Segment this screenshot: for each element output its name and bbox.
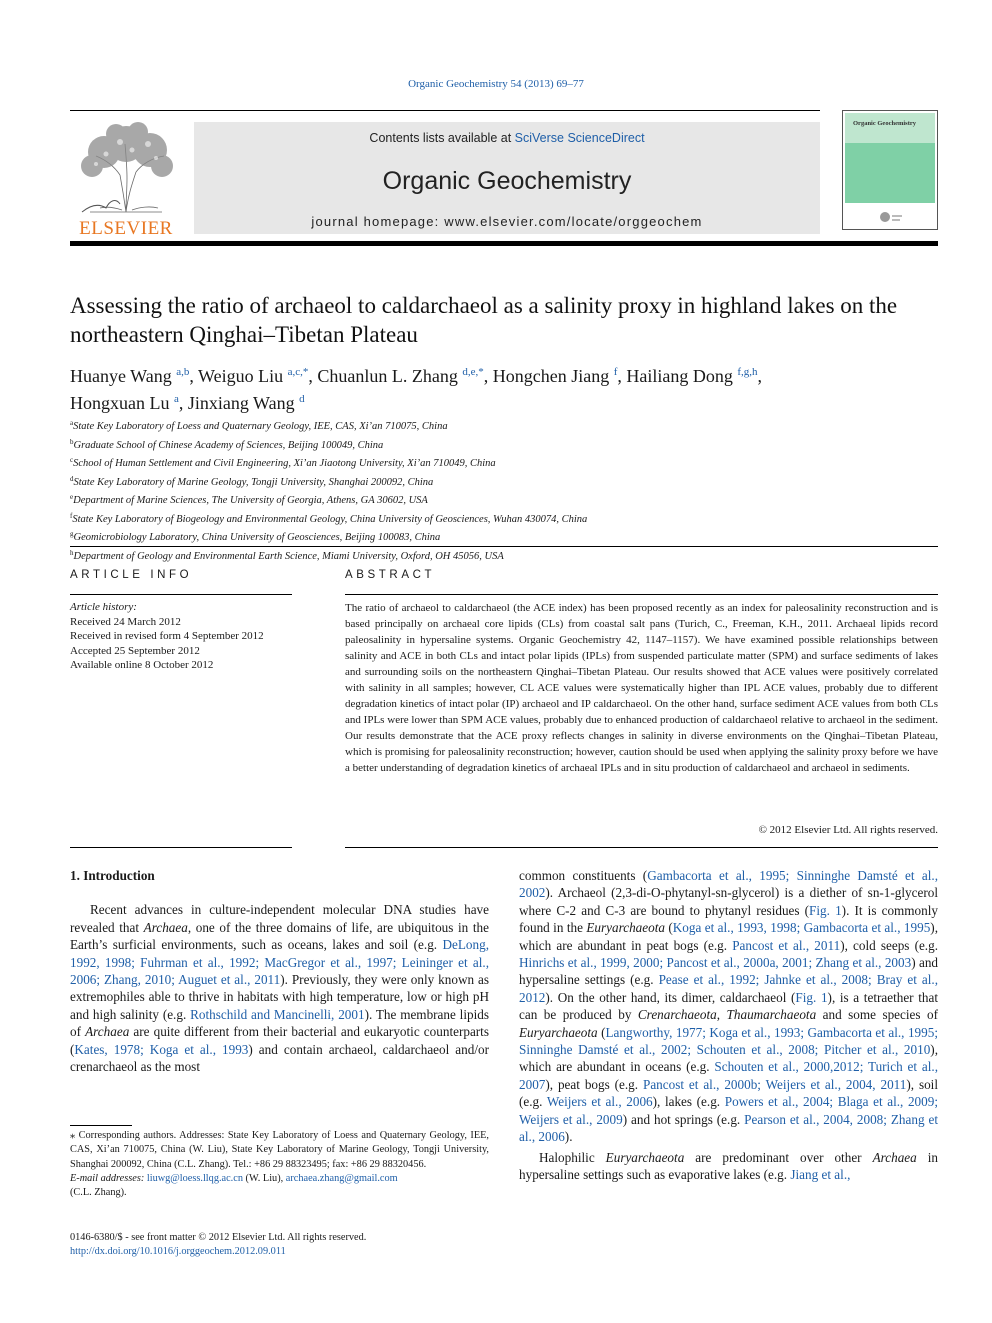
text-run: ) and hot springs (e.g. — [622, 1111, 745, 1127]
corresponding-author-footnote — [70, 1129, 489, 1200]
text-run: ), peat bogs (e.g. — [545, 1076, 643, 1092]
citation-link[interactable]: DeLong, 1992, 1998; Fuhrman et al., 1992; MacGregor et al., 1997; Leininger et al., 2006; Zhang, 2010; Auguet et al., 2011 — [70, 937, 489, 988]
text-run: ) and contain archaeol, caldarchaeol and/or crenarchaeol as the most — [70, 1041, 489, 1075]
citation-link[interactable]: Langworthy, 1977; Koga et al., 1993; Gambacorta et al., 1995; Sinninghe Damsté et al., 2002; Schouten et al., 2008; Pitcher et al., 2010 — [519, 1024, 938, 1058]
intro-paragraph-2 — [519, 1149, 938, 1184]
citation-link[interactable]: Schouten et al., 2000,2012; Turich et al., 2007 — [519, 1059, 938, 1092]
text-run: Halophilic — [539, 1149, 606, 1165]
text-run: ), which are abundant in peat bogs (e.g. — [519, 920, 938, 953]
italic-term: Euryarchaeota — [605, 1149, 685, 1165]
text-run: ). Archaeol (2,3-di-O-phytanyl-sn-glycerol) is a diether of sn-1-glycerol where C-2 and C-3 are bound to phytanyl residues ( — [519, 885, 938, 918]
italic-term: Archaea — [85, 1024, 130, 1040]
footnote-rule — [70, 1125, 132, 1126]
italic-term: Crenarchaeota — [637, 1007, 717, 1023]
article-title: Assessing the ratio of archaeol to caldarchaeol as a salinity proxy in highland lakes on the northeastern Qinghai–Tibetan Plateau — [70, 293, 898, 347]
author-name: Huanye Wang — [70, 366, 172, 386]
email-owner-liu: (W. Liu), — [242, 1172, 286, 1184]
affiliation-item — [70, 453, 938, 472]
intro-paragraph-1-continued — [519, 867, 938, 1146]
affiliation-key: g — [70, 530, 74, 538]
affiliation-text: Department of Marine Sciences, The University of Georgia, Athens, GA 30602, USA — [73, 495, 428, 506]
citation-link[interactable]: Pearson et al., 2004, 2008; Zhang et al., 2006 — [519, 1111, 938, 1145]
issn-line: 0146-6380/$ - see front matter © 2012 Elsevier Ltd. All rights reserved. — [70, 1232, 367, 1243]
intro-paragraph-1 — [70, 901, 489, 1075]
affiliation-text: State Key Laboratory of Loess and Quaternary Geology, IEE, CAS, Xi’an 710075, China — [73, 421, 448, 432]
doi-link[interactable]: http://dx.doi.org/10.1016/j.orggeochem.2012.09.011 — [70, 1246, 286, 1258]
author-separator: , — [757, 366, 763, 386]
citation-link[interactable]: Fig. 1 — [795, 989, 828, 1005]
affiliation-item — [70, 472, 938, 491]
citation-link[interactable]: Pease et al., 1992; Jahnke et al., 2008; Bray et al., 2012 — [519, 972, 939, 1005]
introduction-heading: 1. Introduction — [70, 868, 155, 883]
author-affiliation-marker[interactable]: f — [613, 366, 618, 378]
affiliation-item — [70, 546, 938, 565]
author-separator: , — [483, 366, 493, 386]
history-received: Received 24 March 2012 — [70, 615, 181, 628]
affiliation-item — [70, 527, 938, 546]
italic-term: Thaumarchaeota — [726, 1007, 817, 1023]
article-info-bottom-rule — [70, 847, 292, 848]
author-name: Chuanlun L. Zhang — [317, 366, 458, 386]
header-divider — [70, 546, 938, 547]
author-affiliation-marker[interactable]: d — [299, 393, 305, 405]
italic-term: Euryarchaeota — [519, 1024, 598, 1040]
author-affiliation-marker[interactable]: a — [173, 393, 179, 405]
author-name: Weiguo Liu — [198, 366, 284, 386]
author-name: Hailiang Dong — [626, 366, 733, 386]
email-link-liu[interactable]: liuwg@loess.llqg.ac.cn — [146, 1172, 243, 1184]
text-run: Recent advances in culture-independent molecular DNA studies have revealed that — [70, 902, 489, 935]
author-affiliation-marker[interactable]: a,c,* — [287, 366, 309, 378]
author-separator: , — [178, 393, 188, 413]
author-separator: , — [617, 366, 627, 386]
text-run: ). It is commonly found in the — [519, 902, 939, 936]
journal-citation[interactable]: Organic Geochemistry 54 (2013) 69–77 — [408, 78, 584, 90]
masthead-bottom-rule — [70, 241, 938, 246]
text-run: in hypersaline settings such as evaporative lakes (e.g. — [519, 1149, 939, 1182]
body-column-right — [519, 867, 938, 1183]
citation-link[interactable]: Pancost et al., 2011 — [732, 937, 841, 953]
affiliation-key: c — [70, 456, 74, 464]
elsevier-logo — [70, 120, 182, 240]
contents-prefix: Contents lists available at — [369, 131, 515, 145]
author-separator: , — [308, 366, 318, 386]
page-footer — [70, 1231, 570, 1260]
text-run: ( — [597, 1024, 606, 1040]
affiliation-item — [70, 416, 938, 435]
cover-title: Organic Geochemistry — [853, 120, 916, 127]
affiliation-key: e — [70, 493, 74, 501]
email-label: E-mail addresses: — [70, 1172, 145, 1184]
history-accepted: Accepted 25 September 2012 — [70, 644, 200, 657]
citation-link[interactable]: Powers et al., 2004; Blaga et al., 2009; Weijers et al., 2009 — [519, 1094, 939, 1127]
citation-link[interactable]: Weijers et al., 2006 — [546, 1094, 653, 1110]
text-run: ). Previously, they were only known as extremophiles able to thrive in habitats with high temperature, low or high pH and high salinity (e.g. — [70, 972, 489, 1022]
affiliation-item — [70, 435, 938, 454]
affiliation-text: State Key Laboratory of Marine Geology, Tongji University, Shanghai 200092, China — [73, 476, 434, 488]
journal-name: Organic Geochemistry — [382, 167, 632, 195]
affiliation-list — [70, 416, 938, 564]
email-line — [70, 1172, 489, 1201]
citation-link[interactable]: Pancost et al., 2000b; Weijers et al., 2004, 2011 — [642, 1076, 907, 1092]
affiliation-text: Graduate School of Chinese Academy of Sciences, Beijing 100049, China — [73, 439, 384, 451]
citation-link[interactable]: Jiang et al., — [790, 1166, 851, 1182]
affiliation-key: a — [70, 419, 74, 427]
article-info-rule — [70, 594, 292, 595]
affiliation-text: Geomicrobiology Laboratory, China University of Geosciences, Beijing 100083, China — [73, 532, 441, 543]
citation-link[interactable]: Gambacorta et al., 1995; Sinninghe Damsté et al., 2002 — [519, 868, 938, 901]
body-column-left — [70, 867, 489, 1075]
author-affiliation-marker[interactable]: f,g,h — [737, 366, 758, 378]
italic-term: Euryarchaeota — [586, 920, 665, 936]
italic-term: Archaea — [872, 1149, 917, 1165]
abstract-rule — [345, 594, 938, 595]
author-name: Jinxiang Wang — [187, 393, 295, 413]
abstract-heading: ABSTRACT — [345, 569, 436, 581]
copyright-notice: © 2012 Elsevier Ltd. All rights reserved. — [758, 824, 938, 836]
masthead-panel — [194, 122, 820, 234]
sciencedirect-link[interactable]: SciVerse ScienceDirect — [514, 131, 645, 145]
author-affiliation-marker[interactable]: a,b — [176, 366, 190, 378]
masthead-top-rule — [70, 110, 820, 111]
author-name: Hongchen Jiang — [492, 366, 610, 386]
contents-line — [194, 131, 820, 145]
email-link-zhang[interactable]: archaea.zhang@gmail.com — [285, 1172, 398, 1184]
text-run: ), lakes (e.g. — [652, 1094, 725, 1110]
history-online: Available online 8 October 2012 — [70, 659, 214, 671]
author-affiliation-marker[interactable]: d,e,* — [462, 366, 484, 378]
elsevier-wordmark: ELSEVIER — [79, 218, 173, 239]
affiliation-key: f — [70, 511, 73, 520]
author-separator: , — [189, 366, 199, 386]
text-run: ). — [564, 1129, 573, 1145]
abstract-text: The ratio of archaeol to caldarchaeol (the ACE index) has been proposed recently as an index for paleosalinity reconstruction and is based principally on archaeal core lipids (CLs) from coastal salt pans (Turich, C., Freeman, K.H., 2011. Archaeal lipids record paleosalinity in hypersaline systems. Organic Geochemistry 42, 1147–1157). We have examined possible relationships between salinity and ACE in both CLs and intact polar lipids (IPLs) from suspended particulate matter (SPM) and surface sediments of lakes and surrounding soils on the northeastern Qinghai–Tibetan Plateau. Our results showed that ACE values were positively correlated with salinity in all samples; however, CL ACE values were systematically higher than IPL ACE values, probably due to different degradation kinetics of intact polar (IP) archaeol and IP caldarchaeol. On the other hand, surface sediment ACE values from both CLs and IPLs were lower than SPM ACE values, probably due to enhanced production of caldarchaeol relative to archaeol in the sediment. Our results demonstrate that the ACE proxy reflects changes in salinity in diverse environments on the Qinghai–Tibetan Plateau, which is promising for paleosalinity reconstruction; however, caution should be used when applying the salinity proxy before we have a better understanding of degradation kinetics of archaeal IPLs and in situ production of caldarchaeol and archaeol in sediments. — [345, 602, 938, 774]
text-run: ). The membrane lipids of — [70, 1006, 489, 1040]
citation-link[interactable]: Hinrichs et al., 1999, 2000; Pancost et al., 2000a, 2001; Zhang et al., 2003 — [519, 955, 912, 971]
cover-image — [845, 143, 935, 203]
cover-publisher-icon — [877, 211, 903, 225]
text-run: are predominant over other — [684, 1149, 873, 1165]
text-run: and some species of — [816, 1007, 938, 1023]
history-label: Article history: — [70, 601, 137, 613]
text-run: common constituents ( — [519, 868, 648, 883]
affiliation-key: b — [70, 437, 74, 446]
text-run: ). On the other hand, its dimer, caldarchaeol ( — [545, 989, 796, 1005]
cover-header — [845, 113, 935, 143]
author-list — [70, 361, 938, 415]
italic-term: Archaea — [143, 919, 188, 935]
affiliation-key: d — [70, 474, 74, 483]
text-run: are quite different from their bacterial and eukaryotic counterparts ( — [70, 1024, 489, 1057]
text-run: ) and hypersaline settings (e.g. — [519, 955, 939, 988]
text-run: ), is a tetraether that can be produced by — [519, 989, 938, 1023]
text-run: , — [716, 1007, 727, 1023]
citation-link[interactable]: Kates, 1978; Koga et al., 1993 — [74, 1041, 249, 1057]
article-info-heading: ARTICLE INFO — [70, 569, 193, 581]
affiliation-key: h — [70, 548, 74, 557]
text-run: ( — [664, 920, 673, 936]
affiliation-text: State Key Laboratory of Biogeology and Environmental Geology, China University of Geosciences, Wuhan 430074, China — [72, 513, 588, 525]
affiliation-item — [70, 509, 938, 528]
citation-link[interactable]: Rothschild and Mancinelli, 2001 — [190, 1006, 365, 1022]
article-history — [70, 600, 292, 673]
text-run: ), cold seeps (e.g. — [840, 937, 938, 953]
affiliation-text: School of Human Settlement and Civil Engineering, Xi’an Jiaotong University, Xi’an 710049, China — [73, 458, 496, 469]
text-run: , one of the three domains of life, are ubiquitous in the Earth’s surficial environments, such as oceans, lakes and soil (e.g. — [70, 919, 489, 953]
journal-cover-thumbnail[interactable] — [842, 110, 938, 230]
text-run: ), which are abundant in oceans (e.g. — [519, 1042, 938, 1075]
citation-link[interactable]: Fig. 1 — [809, 902, 842, 918]
abstract-bottom-rule — [345, 847, 938, 848]
elsevier-tree-icon — [70, 120, 182, 218]
affiliation-item — [70, 490, 938, 509]
journal-homepage[interactable]: journal homepage: www.elsevier.com/locate/orggeochem — [311, 214, 703, 229]
author-name: Hongxuan Lu — [70, 393, 170, 413]
affiliation-text: Department of Geology and Environmental Earth Science, Miami University, Oxford, OH 45056, USA — [73, 550, 504, 562]
text-run: ), soil (e.g. — [519, 1076, 939, 1110]
email-owner-zhang: (C.L. Zhang). — [70, 1187, 127, 1199]
journal-masthead — [70, 110, 938, 247]
history-revised: Received in revised form 4 September 2012 — [70, 630, 264, 642]
corresponding-text: ⁎ Corresponding authors. Addresses: State Key Laboratory of Loess and Quaternary Geology, IEE, CAS, Xi’an 710075, China (W. Liu), State Key Laboratory of Marine Geology, Tongji University, Shanghai 200092, China (C.L. Zhang). Tel.: +86 29 88323495; fax: +86 29 88320456. — [70, 1130, 489, 1170]
citation-link[interactable]: Koga et al., 1993, 1998; Gambacorta et al., 1995 — [672, 920, 931, 936]
